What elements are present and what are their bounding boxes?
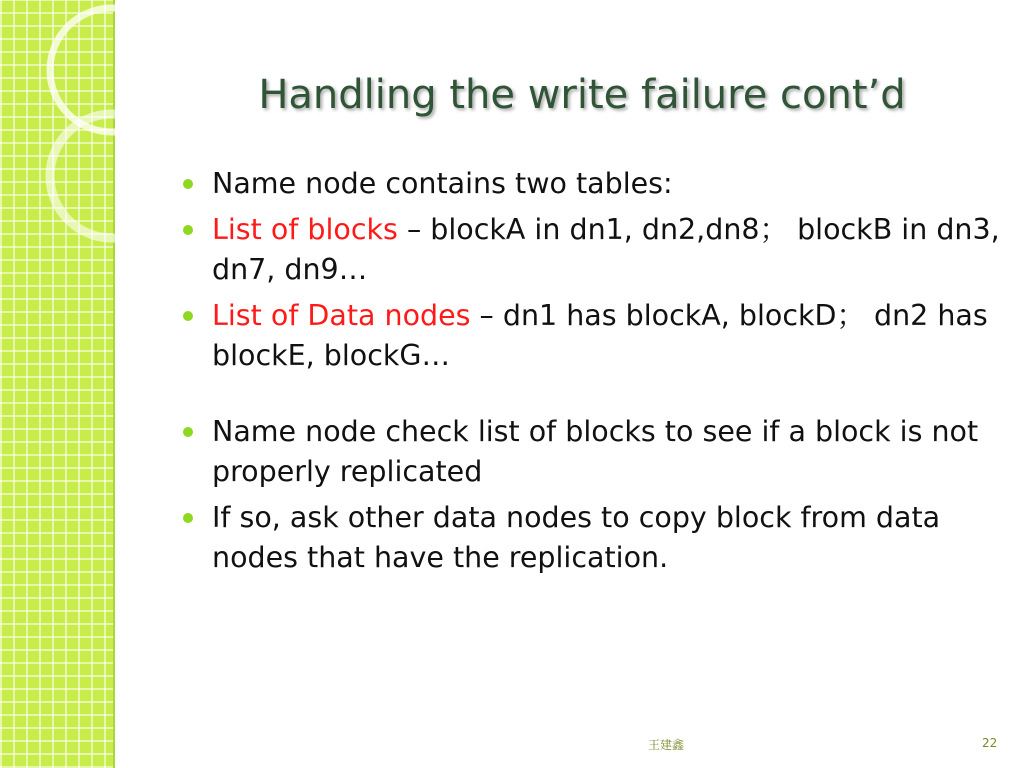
bullet-text: If so, ask other data nodes to copy block from data nodes that have the replication. [212,501,941,574]
slide-body [182,164,1012,584]
slide-title: Handling the write failure cont’d [258,72,906,118]
bullet-item [182,296,1012,376]
footer-author: 王建鑫 [648,738,685,752]
decorative-rings [0,0,180,260]
bullet-highlight: List of Data nodes [212,299,471,332]
bullet-item [182,498,1012,578]
bullet-dot-icon [183,427,193,437]
bullet-item [182,412,1012,492]
bullet-dot-icon [183,513,193,523]
bullet-item [182,164,1012,204]
bullet-item [182,210,1012,290]
bullet-highlight: List of blocks [212,213,398,246]
bullet-text: – dn1 has blockA, blockD； dn2 has blockE, blockG… [212,299,988,372]
bullet-dot-icon [183,225,193,235]
bullet-text: Name node contains two tables: [212,167,673,200]
bullet-dot-icon [183,311,193,321]
bullet-text: – blockA in dn1, dn2,dn8； blockB in dn3, dn7, dn9… [212,213,1000,286]
bullet-dot-icon [183,179,193,189]
bullet-text: Name node check list of blocks to see if a block is not properly replicated [212,415,979,488]
page-number: 22 [982,736,998,750]
